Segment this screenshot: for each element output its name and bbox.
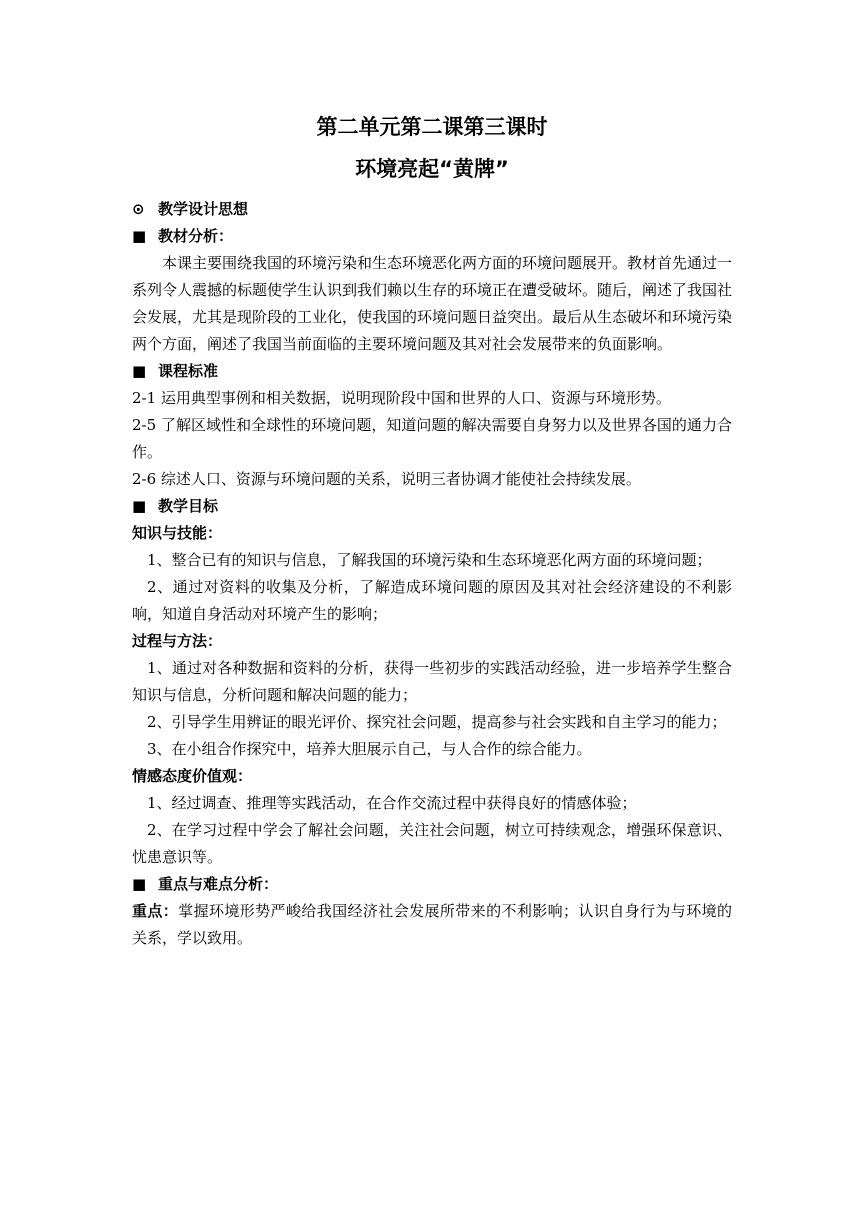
process-label: 过程与方法： (132, 632, 223, 650)
process-item: 1、通过对各种数据和资料的分析，获得一些初步的实践活动经验，进一步培养学生整合知识与信息，分析问题和解决问题的能力； (132, 659, 732, 704)
square-bullet-icon: ■ (132, 875, 147, 893)
process-item: 3、在小组合作探究中，培养大胆展示自己，与人合作的综合能力。 (147, 740, 592, 758)
attitude-item: 1、经过调查、推理等实践活动，在合作交流过程中获得良好的情感体验； (147, 794, 637, 812)
square-bullet-icon: ■ (132, 227, 147, 245)
page-subtitle: 环境亮起“黄牌” (355, 157, 509, 181)
attitude-item: 2、在学习过程中学会了解社会问题，关注社会问题，树立可持续观念，增强环保意识、忧患意识等。 (132, 821, 732, 866)
section-materials (132, 223, 732, 250)
section-goals (132, 493, 732, 520)
materials-text: 本课主要围绕我国的环境污染和生态环境恶化两方面的环境问题展开。教材首先通过一系列令人震撼的标题使学生认识到我们赖以生存的环境正在遭受破坏。随后，阐述了我国社会发展，尤其是现阶段的工业化，使我国的环境问题日益突出。最后从生态破坏和环境污染两个方面，阐述了我国当前面临的主要环境问题及其对社会发展带来的负面影响。 (132, 254, 733, 353)
keypoints-body: 掌握环境形势严峻给我国经济社会发展所带来的不利影响；认识自身行为与环境的关系，学以致用。 (132, 902, 732, 947)
page-title: 第二单元第二课第三课时 (316, 115, 548, 139)
attitude-label: 情感态度价值观： (132, 767, 253, 785)
knowledge-label: 知识与技能： (132, 524, 223, 542)
standard-item: 2-5 了解区域性和全球性的环境问题，知道问题的解决需要自身努力以及世界各国的通力合作。 (132, 416, 732, 461)
keypoints-text (132, 898, 732, 952)
section-goals-heading: 教学目标 (158, 497, 219, 515)
square-bullet-icon: ■ (132, 497, 147, 515)
section-keypoints (132, 871, 732, 898)
section-keypoints-heading: 重点与难点分析： (158, 875, 279, 893)
standard-item: 2-1 运用典型事例和相关数据，说明现阶段中国和世界的人口、资源与环境形势。 (132, 389, 671, 407)
process-item: 2、引导学生用辨证的眼光评价、探究社会问题，提高参与社会实践和自主学习的能力； (147, 713, 727, 731)
knowledge-item: 2、通过对资料的收集及分析，了解造成环境问题的原因及其对社会经济建设的不利影响，知道自身活动对环境产生的影响； (132, 578, 732, 623)
square-bullet-icon: ■ (132, 362, 147, 380)
section-standards (132, 358, 732, 385)
knowledge-item: 1、整合已有的知识与信息，了解我国的环境污染和生态环境恶化两方面的环境问题； (147, 551, 712, 569)
standard-item: 2-6 综述人口、资源与环境问题的关系，说明三者协调才能使社会持续发展。 (132, 470, 641, 488)
circle-dot-icon: ⊙ (132, 200, 145, 218)
section-design-heading: 教学设计思想 (158, 200, 249, 218)
keypoints-label: 重点： (132, 902, 179, 920)
section-design (132, 196, 732, 223)
section-materials-heading: 教材分析： (158, 227, 234, 245)
section-standards-heading: 课程标准 (158, 362, 219, 380)
document-content (132, 112, 732, 952)
